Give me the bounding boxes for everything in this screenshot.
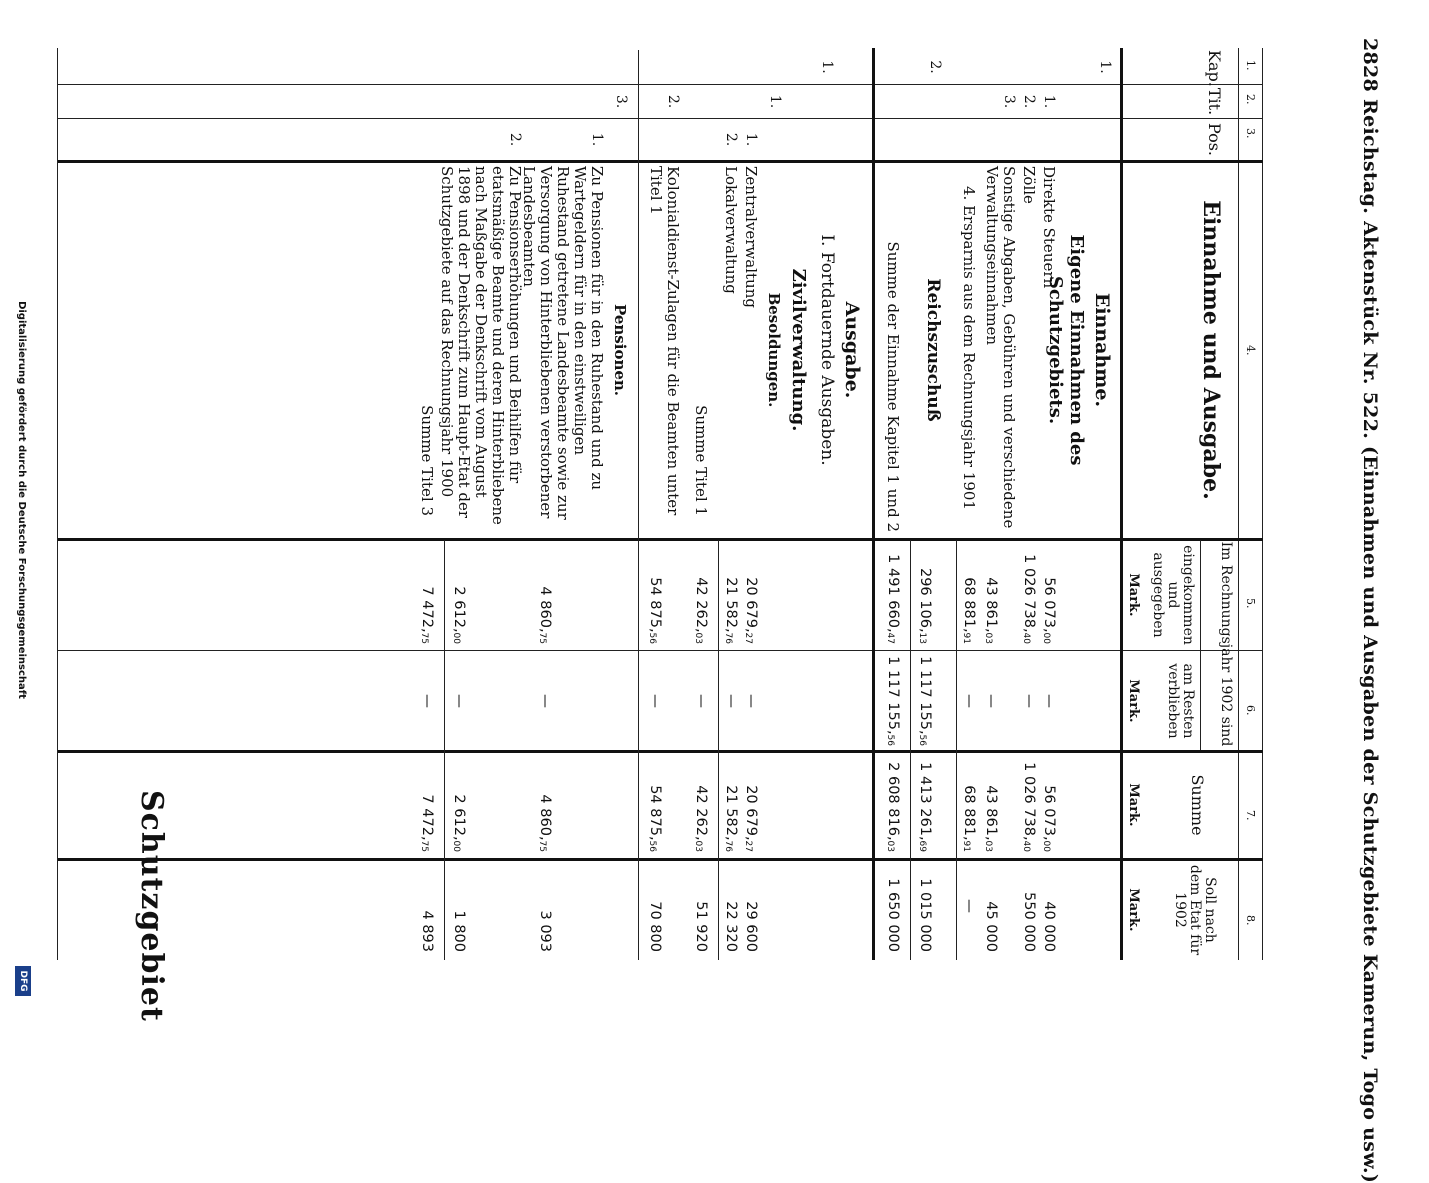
cell-c7: 54 $875,_{56}$ <box>647 785 663 852</box>
row-tit: 3. <box>1001 94 1017 109</box>
cell-c5: 42 $262,_{03}$ <box>693 577 709 644</box>
cell-c5: 68 $881,_{91}$ <box>961 577 977 644</box>
cell-c7: 4 $860,_{75}$ <box>537 794 553 852</box>
cell-c6: — <box>1021 694 1037 708</box>
cell-value: 56 073 <box>1041 577 1057 628</box>
row-text: Zentralverwaltung <box>742 166 760 308</box>
section-title: Schutzgebiet <box>134 790 169 1022</box>
einnahme-kap: 1. <box>1097 60 1113 74</box>
section-rule <box>872 48 875 960</box>
kolonial-text: Kolonialdienst-Zulagen für die Beamten unter Titel 1 <box>647 166 682 516</box>
besoldungen-title: Besoldungen. <box>765 292 783 408</box>
unit-col8: Mark. <box>1126 888 1141 932</box>
cell-c5: 4 $860,_{75}$ <box>537 586 553 644</box>
colnum-8: 8. <box>1244 915 1257 926</box>
cell-c8: 45 000 <box>983 901 999 952</box>
cell-c5: 56 $073,_{00}$ <box>1041 577 1057 644</box>
cell-c6: — <box>647 694 663 708</box>
cell-value: 43 861 <box>983 577 999 628</box>
colnum-7: 7. <box>1244 810 1257 821</box>
unit-col5: Mark. <box>1126 573 1141 617</box>
ausgabe-kap: 1. <box>819 60 835 74</box>
cell-value: 4 860 <box>537 794 553 836</box>
row-text: Sonstige Abgaben, Gebühren und verschiedene Verwaltungseinnahmen <box>983 166 1018 529</box>
ausgabe-subtitle: I. Fortdauernde Ausgaben. <box>817 234 837 466</box>
table-top-rule <box>1262 48 1263 960</box>
cell-c8: 4 893 <box>419 910 435 952</box>
cell-value: 42 262 <box>693 577 709 628</box>
besoldungen-sum-text: Summe Titel 1 <box>692 405 710 516</box>
cell-c8: 550 000 <box>1021 892 1037 952</box>
cell-decimals: 00 <box>1041 840 1051 852</box>
kolonial-tit: 2. <box>665 94 681 109</box>
cell-value: 7 472 <box>419 794 435 836</box>
block-rule <box>638 50 639 960</box>
cell-value: 2 612 <box>451 586 467 628</box>
pensionen-title: Pensionen. <box>611 303 629 397</box>
cell-decimals: 00 <box>451 632 461 644</box>
unit-col7: Mark. <box>1126 783 1141 827</box>
cell-value: 56 073 <box>1041 785 1057 836</box>
colnum-rule <box>1238 48 1239 960</box>
cell-c8: 40 000 <box>1041 901 1057 952</box>
header-kap: Kap. <box>1205 50 1224 87</box>
cell-value: 2 608 816 <box>885 762 901 836</box>
header-col8: Soll nach dem Etat für 1902 <box>1172 864 1218 956</box>
colnum-5: 5. <box>1244 598 1257 609</box>
cell-decimals: 40 <box>1021 840 1031 852</box>
cell-value: 68 881 <box>961 577 977 628</box>
colnum-6: 6. <box>1244 705 1257 716</box>
cell-value: 68 881 <box>961 785 977 836</box>
cell-c7: 56 $073,_{00}$ <box>1041 785 1057 852</box>
cell-c5: 2 $612,_{00}$ <box>451 586 467 644</box>
table-bottom-rule <box>57 48 58 960</box>
cell-c8: 70 800 <box>647 901 663 952</box>
cell-decimals: 75 <box>537 840 547 852</box>
ausgabe-section: Zivilverwaltung. <box>788 268 809 432</box>
cell-c8: 1 650 000 <box>885 878 901 952</box>
einnahme-title: Einnahme. <box>1091 292 1113 408</box>
cell-c8: — <box>961 899 977 913</box>
row-text: Zu Pensionserhöhungen und Beihilfen für etatsmäßige Beamte und deren Hinterbliebene nach Maßgabe der Denkschrift vom August 1898 und der Denkschrift zum Haupt-Etat der Schutzgebiete auf das Rechnungsjahr 1900 <box>438 166 524 525</box>
running-head: 2828 Reichstag. Aktenstück Nr. 522. (Einnahmen und Ausgaben der Schutzgebiete Kamerun, Togo usw.) <box>1359 38 1381 1183</box>
colnum-3: 3. <box>1244 128 1257 139</box>
cell-c6: 1 117 $155,_{56}$ <box>885 656 901 746</box>
einnahme-subtitle: Eigene Einnahmen des Schutzgebiets. <box>1045 234 1087 466</box>
cell-decimals: 47 <box>885 632 895 644</box>
total-rule <box>910 540 911 960</box>
row-pos: 1. <box>589 132 605 147</box>
group-rule <box>1200 540 1201 750</box>
subtotal-rule <box>956 540 957 960</box>
colnum-1: 1. <box>1244 60 1257 71</box>
cell-c5: 296 $106,_{13}$ <box>917 567 933 644</box>
cell-decimals: 00 <box>1041 632 1051 644</box>
cell-decimals: 03 <box>885 840 895 852</box>
cell-value: 2 612 <box>451 794 467 836</box>
cell-decimals: 69 <box>917 840 927 852</box>
row-pos: 2. <box>507 132 523 147</box>
cell-c5: 21 $582,_{76}$ <box>723 577 739 644</box>
cell-decimals: 03 <box>983 632 993 644</box>
header-col6: am Resten verblieben <box>1165 663 1196 739</box>
colnum-4: 4. <box>1244 345 1257 356</box>
header-col7: Summe <box>1188 774 1207 836</box>
header-tit: Tit. <box>1205 87 1224 116</box>
pensionen-sum-text: Summe Titel 3 <box>418 405 436 516</box>
cell-c5: 54 $875,_{56}$ <box>647 577 663 644</box>
cell-c6: — <box>537 694 553 708</box>
cell-value: 20 679 <box>743 785 759 836</box>
cell-decimals: 91 <box>961 632 971 644</box>
cell-value: 1 117 155 <box>917 656 933 730</box>
cell-decimals: 56 <box>917 734 927 746</box>
row-text: Zölle <box>1020 166 1038 204</box>
cell-c6: — <box>451 694 467 708</box>
cell-decimals: 76 <box>723 632 733 644</box>
row-text: Zu Pensionen für in den Ruhestand und zu Wartegeldern für in den einstweiligen Ruhestand getretene Landesbeamte sowie zur Versorgung von Hinterbliebenen verstorbener Landesbeamten <box>520 166 606 520</box>
cell-c7: 1 413 $261,_{69}$ <box>917 762 933 852</box>
cell-value: 296 106 <box>917 567 933 628</box>
cell-c8: 3 093 <box>537 910 553 952</box>
zuschuss-kap: 2. <box>927 60 943 74</box>
cell-c6: — <box>1041 694 1057 708</box>
cell-value: 54 875 <box>647 785 663 836</box>
cell-value: 1 117 155 <box>885 656 901 730</box>
cell-c7: 20 $679,_{27}$ <box>743 785 759 852</box>
cell-c6: 1 117 $155,_{56}$ <box>917 656 933 746</box>
cell-c7: 2 608 $816,_{03}$ <box>885 762 901 852</box>
cell-decimals: 13 <box>917 632 927 644</box>
col-divider <box>58 650 1263 651</box>
cell-value: 21 582 <box>723 785 739 836</box>
cell-c5: 1 026 $738,_{40}$ <box>1021 554 1037 644</box>
cell-c6: — <box>419 694 435 708</box>
cell-c6: — <box>983 694 999 708</box>
cell-c5: 20 $679,_{27}$ <box>743 577 759 644</box>
cell-decimals: 03 <box>693 840 703 852</box>
cell-decimals: 91 <box>961 840 971 852</box>
cell-decimals: 76 <box>723 840 733 852</box>
cell-c7: 43 $861,_{03}$ <box>983 785 999 852</box>
header-rule <box>1120 48 1123 960</box>
cell-decimals: 27 <box>743 840 753 852</box>
row-text: 4. Ersparnis aus dem Rechnungsjahr 1901 <box>960 186 978 510</box>
cell-decimals: 75 <box>537 632 547 644</box>
cell-decimals: 03 <box>983 840 993 852</box>
row-tit: 1. <box>1041 94 1057 109</box>
unit-col6: Mark. <box>1126 679 1141 723</box>
subtotal-rule <box>444 540 445 960</box>
cell-c6: — <box>723 694 739 708</box>
cell-decimals: 56 <box>647 632 657 644</box>
zuschuss-label: Reichszuschuß <box>923 278 943 422</box>
row-pos: 1. <box>743 132 759 147</box>
cell-value: 20 679 <box>743 577 759 628</box>
cell-value: 1 491 660 <box>885 554 901 628</box>
cell-decimals: 27 <box>743 632 753 644</box>
ausgabe-title: Ausgabe. <box>841 301 863 399</box>
cell-c8: 1 015 000 <box>917 878 933 952</box>
colnum-2: 2. <box>1244 94 1257 105</box>
cell-c6: — <box>693 694 709 708</box>
cell-c5: 1 491 $660,_{47}$ <box>885 554 901 644</box>
einnahme-total-text: Summe der Einnahme Kapitel 1 und 2 <box>884 241 902 532</box>
cell-c6: — <box>743 694 759 708</box>
cell-value: 21 582 <box>723 577 739 628</box>
cell-value: 43 861 <box>983 785 999 836</box>
cell-c8: 1 800 <box>451 910 467 952</box>
col-divider <box>58 84 1263 85</box>
digitization-credit: Digitalisierung gefördert durch die Deutsche Forschungsgemeinschaft <box>16 301 27 699</box>
dfg-logo: DFG <box>15 966 31 996</box>
cell-c7: 7 $472,_{75}$ <box>419 794 435 852</box>
cell-c5: 7 $472,_{75}$ <box>419 586 435 644</box>
cell-decimals: 03 <box>693 632 703 644</box>
cell-c8: 29 600 <box>743 901 759 952</box>
col-divider <box>58 118 1263 119</box>
cell-c7: 2 $612,_{00}$ <box>451 794 467 852</box>
cell-c6: — <box>961 694 977 708</box>
cell-c7: 68 $881,_{91}$ <box>961 785 977 852</box>
subtotal-rule <box>718 540 719 960</box>
cell-decimals: 56 <box>885 734 895 746</box>
cell-value: 1 026 738 <box>1021 554 1037 628</box>
cell-c7: 42 $262,_{03}$ <box>693 785 709 852</box>
row-pos: 2. <box>723 132 739 147</box>
cell-value: 4 860 <box>537 586 553 628</box>
row-text: Lokalverwaltung <box>722 166 740 294</box>
header-description: Einnahme und Ausgabe. <box>1198 200 1224 500</box>
cell-value: 7 472 <box>419 586 435 628</box>
cell-c7: 21 $582,_{76}$ <box>723 785 739 852</box>
cell-c7: 1 026 $738,_{40}$ <box>1021 762 1037 852</box>
row-tit: 2. <box>1021 94 1037 109</box>
cell-value: 42 262 <box>693 785 709 836</box>
header-pos: Pos. <box>1205 122 1224 157</box>
cell-value: 1 026 738 <box>1021 762 1037 836</box>
header-col5: eingekommen und ausgegeben <box>1150 545 1196 645</box>
besoldungen-tit: 1. <box>767 94 783 109</box>
cell-decimals: 00 <box>451 840 461 852</box>
cell-decimals: 75 <box>419 632 429 644</box>
header-group: Im Rechnungsjahr 1902 sind <box>1218 541 1234 747</box>
cell-c8: 22 320 <box>723 901 739 952</box>
cell-decimals: 40 <box>1021 632 1031 644</box>
row-text: Direkte Steuern <box>1040 166 1058 289</box>
pensionen-tit: 3. <box>613 94 629 109</box>
cell-value: 1 413 261 <box>917 762 933 836</box>
cell-value: 54 875 <box>647 577 663 628</box>
cell-c8: 51 920 <box>693 901 709 952</box>
cell-decimals: 75 <box>419 840 429 852</box>
cell-c5: 43 $861,_{03}$ <box>983 577 999 644</box>
cell-decimals: 56 <box>647 840 657 852</box>
